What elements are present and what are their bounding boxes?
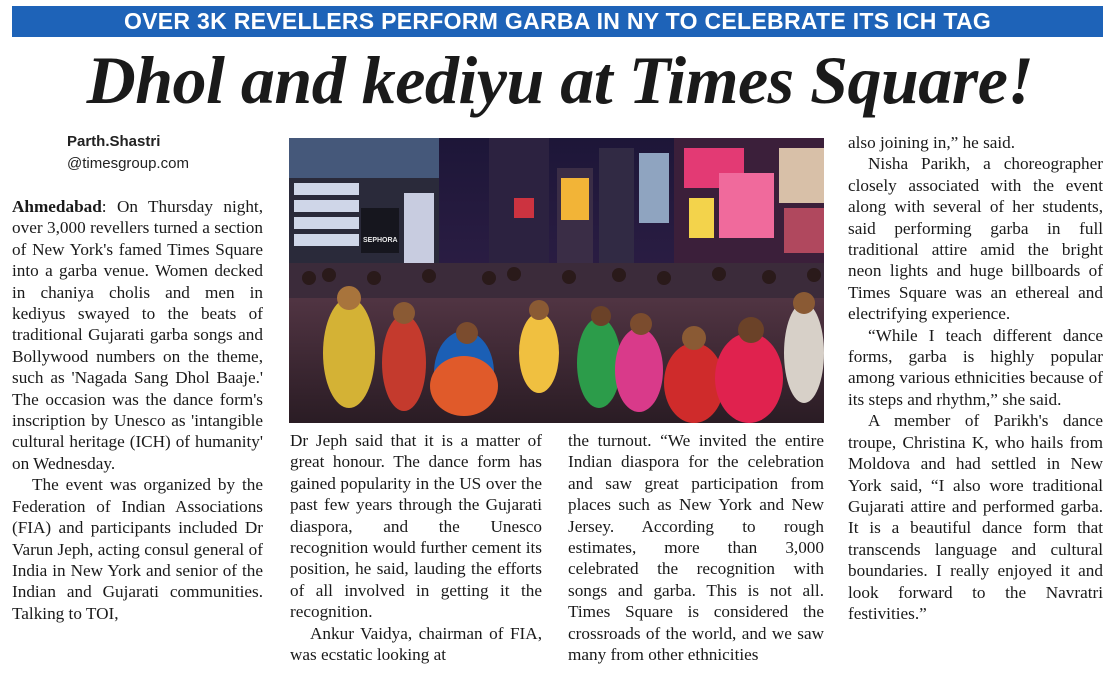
headline: Dhol and kediyu at Times Square! bbox=[86, 42, 1034, 118]
paragraph: the turnout. “We invited the entire Indian diaspora for the celebration and saw great participation from places such as New York and New Jersey. According to rough estimates, more than 3,000 celebrated the recognition with songs and garba. This is not all. Times Square is considered the crossroads of the world, and we saw many from other ethnicities bbox=[568, 431, 824, 665]
paragraph: Ankur Vaidya, chairman of FIA, was ecstatic looking at bbox=[290, 623, 542, 665]
paragraph-text: : On Thursday night, over 3,000 revellers turned a section of New York's famed Times Square into a garba venue. Women decked in chaniya cholis and men in kediyus swayed to the beats of traditional Gujarati garba songs and Bollywood numbers on the theme, such as 'Nagada Sang Dhol Baaje.' The occasion was the dance form's inscription by Unesco as 'intangible cultural heritage (ICH) of humanity' on Wednesday. bbox=[12, 197, 263, 473]
byline-author: Parth.Shastri bbox=[67, 133, 161, 150]
paragraph: A member of Parikh's dance troupe, Christina K, who hails from Moldova and had settled in New York said, “I also wore traditional Gujarati attire and performed garba. It is a beautiful dance form that transcends language and cultural boundaries. I really enjoyed it and look forward to the Navratri festivities.” bbox=[848, 411, 1103, 623]
paragraph: Dr Jeph said that it is a matter of great honour. The dance form has gained popularity in the US over the past few years through the Gujarati diaspora, and the Unesco recognition would further cement its position, he said, lauding the efforts of all involved in getting it the recognition. bbox=[290, 431, 542, 622]
byline-handle: @timesgroup.com bbox=[67, 155, 189, 172]
byline bbox=[67, 131, 189, 175]
paragraph bbox=[12, 196, 263, 474]
paragraph: also joining in,” he said. bbox=[848, 133, 1016, 152]
paragraph: The event was organized by the Federation of Indian Associations (FIA) and participants included Dr Varun Jeph, acting consul general of India in New York and senior of the Indian and Gujarati communities. Talking to TOI, bbox=[12, 475, 263, 623]
paragraph: “While I teach different dance forms, garba is highly popular among various ethnicities because of its steps and rhythm,” she said. bbox=[848, 325, 1103, 409]
dateline: Ahmedabad bbox=[12, 197, 102, 216]
sephora-sign: SEPHORA bbox=[363, 237, 398, 244]
article-column-3 bbox=[568, 430, 824, 687]
paragraph: Nisha Parikh, a choreographer closely associated with the event along with several of her students, said performing garba in full traditional attire amid the bright neon lights and huge billboards of Times Square was an ethereal and electrifying experience. bbox=[848, 154, 1103, 324]
news-photo-times-square-garba bbox=[289, 138, 824, 423]
photo-illustration bbox=[289, 138, 824, 423]
article-column-1 bbox=[12, 196, 263, 687]
article-column-2 bbox=[290, 430, 542, 687]
kicker-banner: OVER 3K REVELLERS PERFORM GARBA IN NY TO CELEBRATE ITS ICH TAG bbox=[12, 6, 1103, 37]
article-column-4 bbox=[848, 132, 1103, 687]
